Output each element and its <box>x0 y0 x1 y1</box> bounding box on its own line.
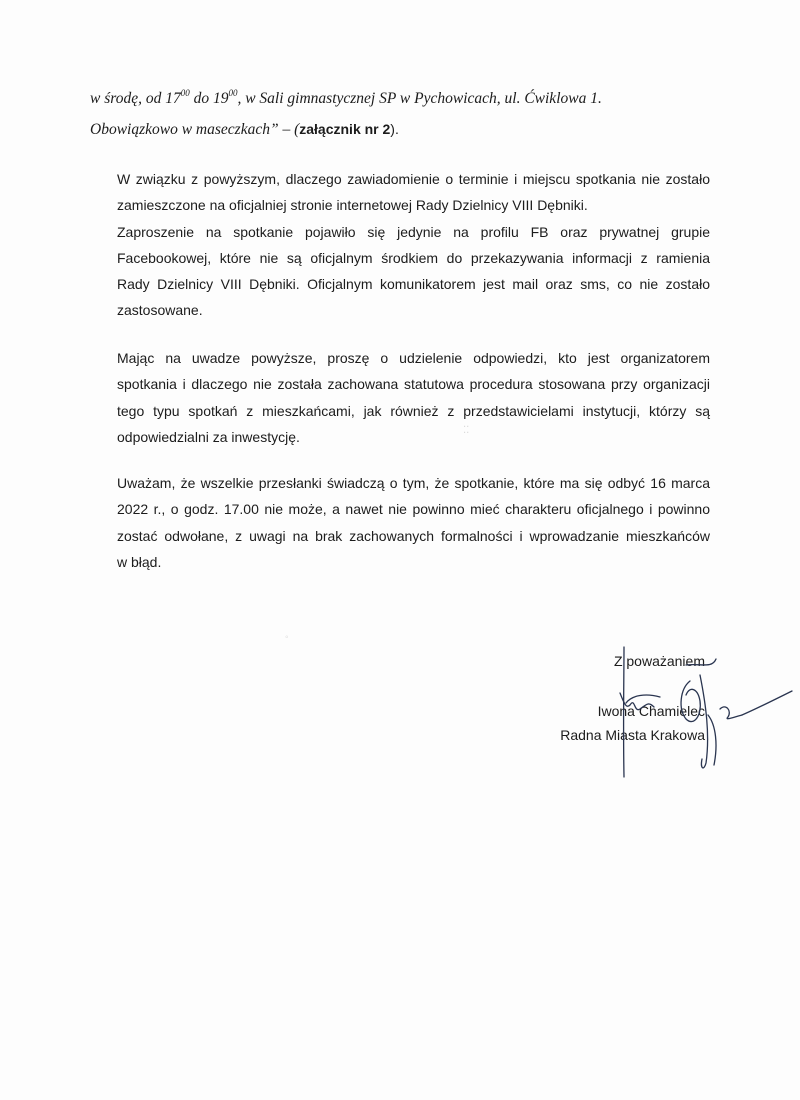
paragraph-line: zostać odwołane, z uwagi na brak zachowanych formalności i wprowadzanie mieszkańców <box>117 527 710 544</box>
paragraph-line: spotkania i dlaczego nie została zachowana statutowa procedura stosowana przy organizacji <box>117 376 710 393</box>
quote-line-2 <box>90 114 698 145</box>
quote-line-1 <box>90 84 698 114</box>
paragraph-website-notice <box>117 166 710 324</box>
time-start-superscript: 00 <box>180 88 190 98</box>
paragraph-line: W związku z powyższym, dlaczego zawiadomienie o terminie i miejscu spotkania nie zostało <box>117 171 710 187</box>
quote-text-start: w środę, od 17 <box>90 90 181 107</box>
closing-salutation: Z poważaniem <box>613 653 705 669</box>
signer-name: Iwona Chamielec <box>597 703 705 719</box>
paragraph-request <box>117 345 710 450</box>
paragraph-line: odpowiedzialni za inwestycję. <box>117 428 300 445</box>
signature-block <box>520 645 720 775</box>
paragraph-line: 2022 r., o godz. 17.00 nie może, a nawet nie powinno mieć charakteru oficjalnego i powinno <box>117 501 710 518</box>
paragraph-line: tego typu spotkań z mieszkańcami, jak również z przedstawicielami instytucji, którzy są <box>117 402 710 419</box>
paragraph-line: Mając na uwadze powyższe, proszę o udzielenie odpowiedzi, kto jest organizatorem <box>117 350 710 366</box>
attachment-reference: załącznik nr 2 <box>299 121 391 137</box>
scan-smudge: ⁚⁚ <box>463 425 470 436</box>
quote-text-mid: do 19 <box>189 90 229 107</box>
quote-text-masks: Obowiązkowo w maseczkach” – ( <box>90 121 300 138</box>
quote-segment <box>90 84 602 114</box>
attachment-close: ). <box>390 121 399 137</box>
paragraph-line: Rady Dzielnicy VIII Dębniki. Oficjalnym komunikatorem jest mail oraz sms, co nie zostało <box>117 276 710 293</box>
signer-title: Radna Miasta Krakowa <box>560 727 705 743</box>
scan-smudge: ◦ <box>285 632 289 643</box>
paragraph-line: Zaproszenie na spotkanie pojawiło się jedynie na profilu FB oraz prywatnej grupie <box>117 223 710 240</box>
paragraph-conclusion <box>117 470 710 575</box>
paragraph-line: w błąd. <box>117 553 162 570</box>
paragraph-line: Uważam, że wszelkie przesłanki świadczą o tym, że spotkanie, które ma się odbyć 16 marca <box>117 475 710 491</box>
paragraph-line: zastosowane. <box>117 302 203 319</box>
quote-text-location: , w Sali gimnastycznej SP w Pychowicach, ul. Ćwiklowa 1. <box>237 90 602 107</box>
time-end-superscript: 00 <box>228 88 238 98</box>
quoted-meeting-info <box>90 84 698 145</box>
paragraph-line: Facebookowej, które nie są oficjalnym środkiem do przekazywania informacji z ramienia <box>117 249 710 266</box>
paragraph-line: zamieszczone na oficjalniej stronie internetowej Rady Dzielnicy VIII Dębniki. <box>117 197 588 214</box>
